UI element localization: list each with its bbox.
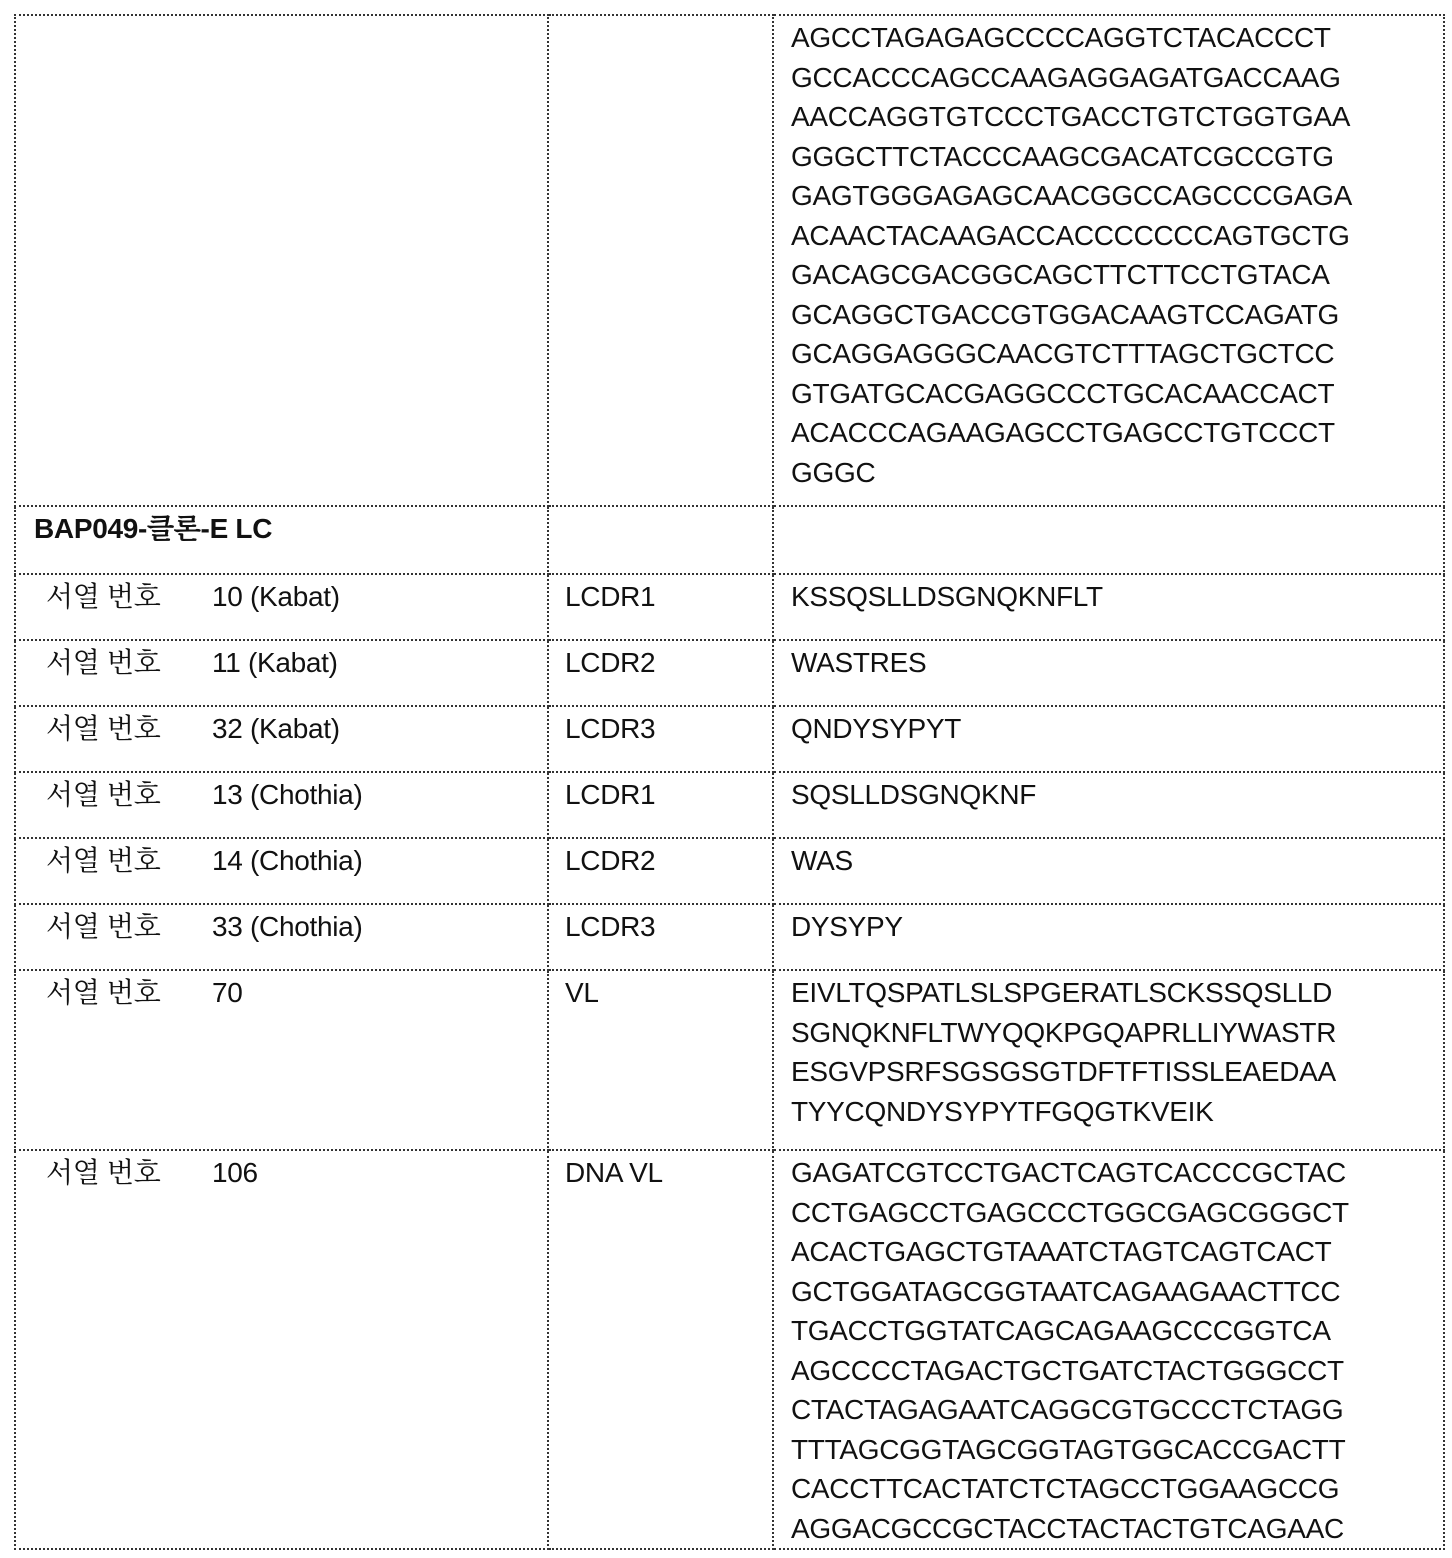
- table-row-dna-vl: [15, 1150, 1444, 1549]
- region-cell: LCDR3: [548, 904, 773, 970]
- seq-id-value: 33 (Chothia): [212, 911, 363, 942]
- seq-id-prefix: 서열 번호: [46, 713, 161, 744]
- region-cell: LCDR1: [548, 772, 773, 838]
- seq-id-prefix: 서열 번호: [46, 581, 161, 612]
- region-cell: [548, 15, 773, 506]
- seq-id-prefix: 서열 번호: [46, 911, 161, 942]
- region-cell: VL: [548, 970, 773, 1150]
- sequence-cell: [773, 15, 1444, 506]
- sequence-cell: WASTRES: [773, 640, 1444, 706]
- seq-id-cell: [15, 838, 548, 904]
- seq-id-prefix: 서열 번호: [46, 647, 161, 678]
- sequence-cell: QNDYSYPYT: [773, 706, 1444, 772]
- seq-id-cell: [15, 706, 548, 772]
- table-row: [15, 772, 1444, 838]
- seq-id-cell: [15, 574, 548, 640]
- seq-id-value: 13 (Chothia): [212, 779, 363, 810]
- section-header-row: [15, 506, 1444, 574]
- sequence-table: [14, 14, 1445, 1550]
- table-row: [15, 904, 1444, 970]
- table-row: [15, 640, 1444, 706]
- seq-id-cell: [15, 904, 548, 970]
- table-row: [15, 706, 1444, 772]
- sequence-cell: SQSLLDSGNQKNF: [773, 772, 1444, 838]
- sequence-cell: KSSQSLLDSGNQKNFLT: [773, 574, 1444, 640]
- seq-id-prefix: 서열 번호: [46, 779, 161, 810]
- table-row-vl: [15, 970, 1444, 1150]
- seq-id-value: 32 (Kabat): [212, 713, 340, 744]
- table-row: [15, 574, 1444, 640]
- region-cell: LCDR2: [548, 838, 773, 904]
- empty-cell: [548, 506, 773, 574]
- sequence-text: EIVLTQSPATLSLSPGERATLSCKSSQSLLD SGNQKNFLTWYQQKPGQAPRLLIYWASTR ESGVPSRFSGSGSGTDFTFTISSLEAEDAA TYYCQNDYSYPYTFGQGTKVEIK: [791, 977, 1337, 1127]
- seq-id-prefix: 서열 번호: [46, 845, 161, 876]
- seq-id-value: 70: [212, 977, 243, 1008]
- seq-id-value: 14 (Chothia): [212, 845, 363, 876]
- sequence-text: AGCCTAGAGAGCCCCAGGTCTACACCCT GCCACCCAGCCAAGAGGAGATGACCAAG AACCAGGTGTCCCTGACCTGTCTGGTGAA GGGCTTCTACCCAAGCGACATCGCCGTG GAGTGGGAGAGCAACGGCCAGCCCGAGA ACAACTACAAGACCACCCCCCCAGTGCTG GACAGCGACGGCAGCTTCTTCCTGTACA GCAGGCTGACCGTGGACAAGTCCAGATG GCAGGAGGGCAACGTCTTTAGCTGCTCC GTGATGCACGAGGCCCTGCACAACCACT ACACCCAGAAGAGCCTGAGCCTGTCCCT GGGC: [791, 22, 1353, 488]
- section-title: BAP049-클론-E LC: [15, 506, 548, 574]
- seq-id-cell: [15, 640, 548, 706]
- seq-id-cell: [15, 15, 548, 506]
- table-row-continuation: [15, 15, 1444, 506]
- sequence-cell: DYSYPY: [773, 904, 1444, 970]
- seq-id-prefix: 서열 번호: [46, 1157, 161, 1188]
- region-cell: LCDR1: [548, 574, 773, 640]
- sequence-cell: WAS: [773, 838, 1444, 904]
- seq-id-value: 11 (Kabat): [212, 647, 338, 678]
- region-cell: LCDR3: [548, 706, 773, 772]
- table-row: [15, 838, 1444, 904]
- seq-id-cell: [15, 1150, 548, 1549]
- sequence-cell: [773, 1150, 1444, 1549]
- region-cell: DNA VL: [548, 1150, 773, 1549]
- empty-cell: [773, 506, 1444, 574]
- seq-id-value: 10 (Kabat): [212, 581, 340, 612]
- sequence-text: GAGATCGTCCTGACTCAGTCACCCGCTAC CCTGAGCCTGAGCCCTGGCGAGCGGGCT ACACTGAGCTGTAAATCTAGTCAGTCACT GCTGGATAGCGGTAATCAGAAGAACTTCC TGACCTGGTATCAGCAGAAGCCCGGTCA AGCCCCTAGACTGCTGATCTACTGGGCCT CTACTAGAGAATCAGGCGTGCCCTCTAGG TTTAGCGGTAGCGGTAGTGGCACCGACTT CACCTTCACTATCTCTAGCCTGGAAGCCG AGGACGCCGCTACCTACTACTGTCAGAAC: [791, 1157, 1349, 1544]
- seq-id-prefix: 서열 번호: [46, 977, 161, 1008]
- seq-id-cell: [15, 970, 548, 1150]
- sequence-cell: [773, 970, 1444, 1150]
- region-cell: LCDR2: [548, 640, 773, 706]
- seq-id-value: 106: [212, 1157, 258, 1188]
- seq-id-cell: [15, 772, 548, 838]
